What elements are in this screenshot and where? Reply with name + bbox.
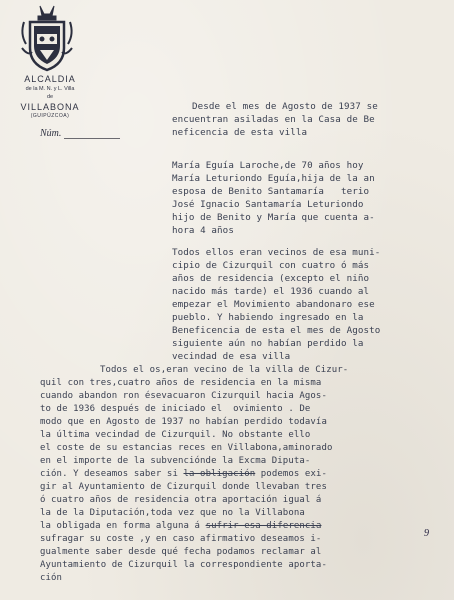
text-line: María Eguía Laroche,de 70 años hoy [172,160,364,171]
text-line: to de 1936 después de iniciado el ovimiento . De [40,404,311,414]
text-line: cipio de Cizurquil con cuatro ó más [172,260,370,271]
text-segment: podemos exi- [260,469,328,479]
text-segment: ción. Y deseamos saber si [40,469,178,479]
text-line: vecindad de esa villa [172,351,291,362]
text-line: pueblo. Y habiendo ingresado en la [172,312,364,323]
text-line: María Leturiondo Eguía,hija de la an [172,173,375,184]
letterhead-de: de [46,94,54,100]
text-line: Ayuntamiento de Cizurquil la correspondiente aporta- [40,560,327,570]
number-field-line [64,138,120,139]
letterhead-title: ALCALDIA [24,74,76,84]
struck-text: sufrir esa diferencia [205,521,322,531]
text-line [40,520,321,532]
text-line: empezar el Movimiento abandonaro ese [172,299,375,310]
letterhead-province: (GUIPÚZCOA) [30,113,70,119]
text-line: siguiente aún no habían perdido la [172,338,364,349]
text-line: Desde el mes de Agosto de 1937 se [192,101,378,112]
struck-text: la obligación [183,469,256,479]
text-line: Beneficencia de esta el mes de Agosto [172,325,381,336]
text-line: José Ignacio Santamaría Leturiondo [172,199,364,210]
text-line: ó cuatro años de residencia otra aportación igual á [40,495,322,505]
text-line: ción [40,573,63,583]
text-line: encuentran asiladas en la Casa de Be [172,114,375,125]
text-line: Todos ellos eran vecinos de esa muni- [172,247,381,258]
letterhead-subtitle: de la M. N. y L. Villa [25,86,75,92]
text-line: Todos el os,eran vecino de la villa de Cizur- [100,365,349,375]
letterhead-town: VILLABONA [20,102,80,112]
text-line: hijo de Benito y María que cuenta a- [172,212,375,223]
text-line: años de residencia (excepto el niño [172,273,370,284]
text-line: sufragar su coste ,y en caso afirmativo deseamos i- [40,534,322,544]
text-line [40,468,327,480]
text-line: gir al Ayuntamiento de Cizurquil donde llevaban tres [40,482,327,492]
text-line: el coste de su estancias reces en Villabona,aminorado [40,443,333,453]
text-line: la última vecindad de Cizurquil. No obstante ello [40,430,311,440]
coat-of-arms-logo [18,4,76,74]
text-line: hora 4 años [172,225,234,236]
number-label: Núm. [40,128,62,139]
text-line: cuando abandon ron ésevacuaron Cizurquil hacia Agos- [40,391,327,401]
text-line: gualmente saber desde qué fecha podamos reclamar al [40,547,322,557]
handwritten-mark: 9 [424,528,429,539]
text-line: la de la Diputación,toda vez que no la Villabona [40,508,305,518]
text-line: en el importe de la subvenciónde la Excma Diputa- [40,456,311,466]
text-line: quil con tres,cuatro años de residencia en la misma [40,378,322,388]
text-segment: la obligada en forma alguna á [40,521,201,531]
text-line: nacido más tarde) el 1936 cuando al [172,286,370,297]
text-line: modo que en Agosto de 1937 no habían perdido todavía [40,417,327,427]
text-line: esposa de Benito Santamaría terio [172,186,370,197]
text-line: neficencia de esta villa [172,127,308,138]
